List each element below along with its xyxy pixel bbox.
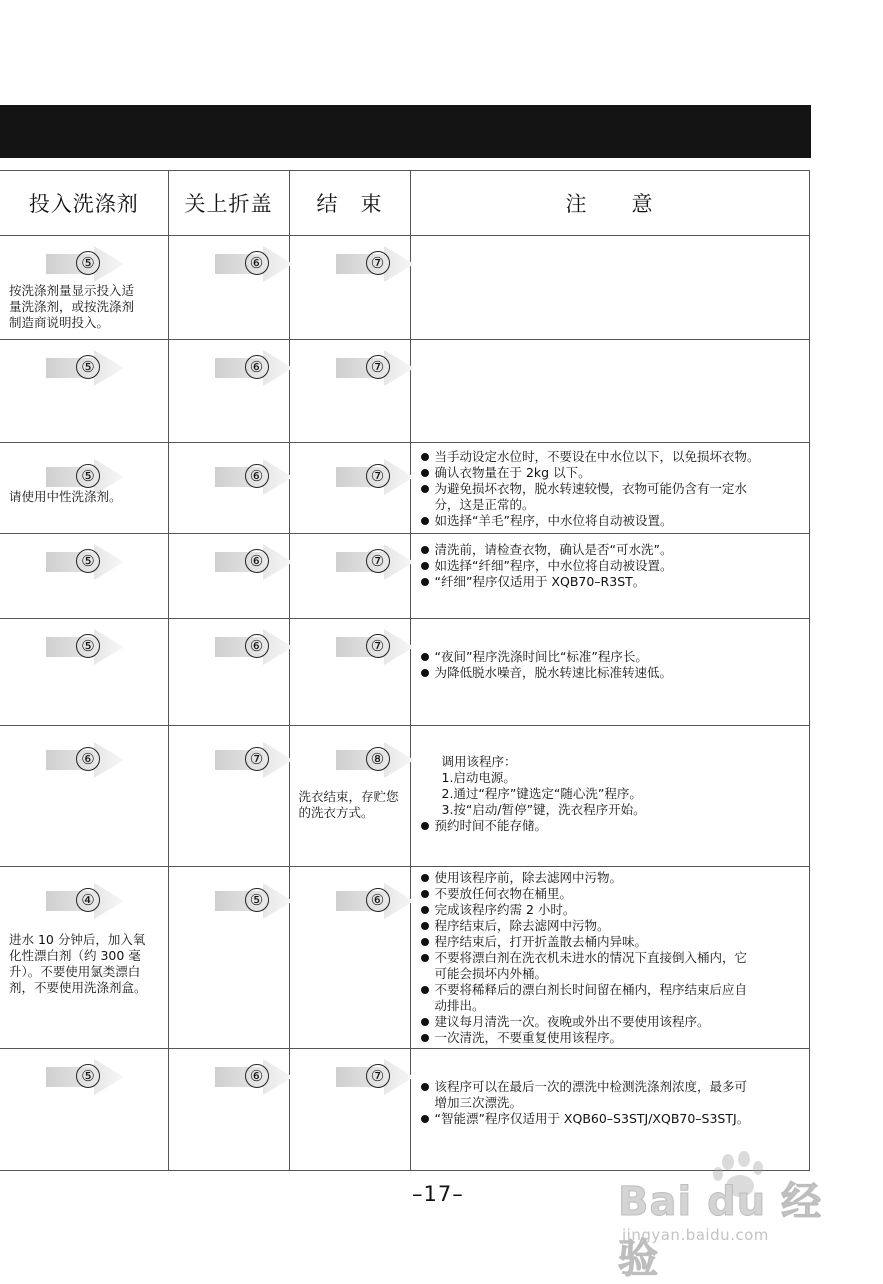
cell-finish xyxy=(289,1049,410,1171)
step-arrow xyxy=(46,246,126,282)
note-item: 确认衣物量在于 2kg 以下。 xyxy=(420,465,805,481)
step-arrow xyxy=(336,544,416,580)
step-number: ⑥ xyxy=(76,747,100,771)
wash-program-table xyxy=(0,170,810,1171)
cell-finish xyxy=(289,340,410,443)
step-number: ⑥ xyxy=(245,634,269,658)
program-row xyxy=(0,534,809,619)
cell-add-detergent xyxy=(0,619,168,726)
header-close-lid: 关上折盖 xyxy=(168,171,289,236)
step-arrow xyxy=(336,350,416,386)
note-item: 程序结束后，打开折盖散去桶内异味。 xyxy=(420,934,805,950)
step-number: ⑤ xyxy=(245,888,269,912)
cell-add-detergent xyxy=(0,1049,168,1171)
step-number: ⑥ xyxy=(245,1064,269,1088)
note-item: 当手动设定水位时，不要设在中水位以下，以免损坏衣物。 xyxy=(420,449,805,465)
note-item: 预约时间不能存储。 xyxy=(420,818,805,834)
note-item: 为避免损坏衣物，脱水转速较慢，衣物可能仍含有一定水 xyxy=(420,481,805,497)
cell-close-lid xyxy=(168,236,289,340)
note-item: 不要放任何衣物在桶里。 xyxy=(420,886,805,902)
step-number: ⑦ xyxy=(366,1064,390,1088)
note-item: 3.按“启动/暂停”键，洗衣程序开始。 xyxy=(441,802,646,817)
table-header-row xyxy=(0,171,809,236)
cell-notes xyxy=(410,867,809,1049)
program-row xyxy=(0,340,809,443)
text-line: 进水 10 分钟后，加入氧 xyxy=(9,932,146,947)
step-arrow xyxy=(336,459,416,495)
step-arrow xyxy=(46,350,126,386)
cell-close-lid xyxy=(168,867,289,1049)
detergent-instructions xyxy=(9,283,164,331)
cell-close-lid xyxy=(168,534,289,619)
program-row xyxy=(0,867,809,1049)
note-item: 建议每月清洗一次。夜晚或外出不要使用该程序。 xyxy=(420,1014,805,1030)
note-item: 2.通过“程序”键选定“随心洗”程序。 xyxy=(441,786,642,801)
step-arrow xyxy=(215,629,295,665)
step-arrow xyxy=(215,544,295,580)
step-arrow xyxy=(215,350,295,386)
step-arrow xyxy=(46,1059,126,1095)
step-arrow xyxy=(46,742,126,778)
step-arrow xyxy=(336,883,416,919)
cell-close-lid xyxy=(168,340,289,443)
step-number: ⑦ xyxy=(366,634,390,658)
step-arrow xyxy=(215,883,295,919)
cell-finish xyxy=(289,619,410,726)
step-arrow xyxy=(46,544,126,580)
note-item: “智能漂”程序仅适用于 XQB60–S3STJ/XQB70–S3STJ。 xyxy=(420,1111,805,1127)
note-item: 完成该程序约需 2 小时。 xyxy=(420,902,805,918)
step-number: ⑤ xyxy=(76,464,100,488)
note-item: 可能会损坏内外桶。 xyxy=(434,966,548,981)
step-arrow xyxy=(215,459,295,495)
cell-add-detergent xyxy=(0,534,168,619)
cell-add-detergent xyxy=(0,726,168,867)
notes-list xyxy=(420,542,805,590)
note-item: 为降低脱水噪音，脱水转速比标准转速低。 xyxy=(420,665,805,681)
step-number: ⑥ xyxy=(245,355,269,379)
note-item: 不要将稀释后的漂白剂长时间留在桶内，程序结束后应自 xyxy=(420,982,805,998)
cell-add-detergent xyxy=(0,443,168,534)
step-number: ⑦ xyxy=(366,251,390,275)
step-number: ⑥ xyxy=(245,251,269,275)
cell-notes xyxy=(410,236,809,340)
cell-finish xyxy=(289,726,410,867)
text-line: 按洗涤剂量显示投入适 xyxy=(9,283,135,298)
cell-add-detergent xyxy=(0,867,168,1049)
program-row xyxy=(0,726,809,867)
step-arrow xyxy=(215,1059,295,1095)
cell-notes xyxy=(410,443,809,534)
step-arrow xyxy=(336,629,416,665)
note-item: 增加三次漂洗。 xyxy=(434,1095,523,1110)
cell-add-detergent xyxy=(0,236,168,340)
note-item: “夜间”程序洗涤时间比“标准”程序长。 xyxy=(420,649,805,665)
step-arrow xyxy=(46,883,126,919)
step-number: ⑥ xyxy=(245,549,269,573)
step-number: ⑦ xyxy=(366,355,390,379)
cell-close-lid xyxy=(168,1049,289,1171)
notes-list xyxy=(420,649,805,681)
text-line: 制造商说明投入。 xyxy=(9,315,110,330)
step-number: ⑤ xyxy=(76,355,100,379)
step-arrow xyxy=(336,742,416,778)
text-line: 洗衣结束，存贮您 xyxy=(298,789,399,804)
note-item: 该程序可以在最后一次的漂洗中检测洗涤剂浓度，最多可 xyxy=(420,1079,805,1095)
finish-instructions xyxy=(299,789,406,821)
section-header-bar xyxy=(0,105,811,158)
header-add-detergent: 投入洗涤剂 xyxy=(0,171,168,236)
note-item: 一次清洗，不要重复使用该程序。 xyxy=(420,1030,805,1046)
text-line: 剂，不要使用洗涤剂盒。 xyxy=(9,980,147,995)
program-row xyxy=(0,236,809,340)
notes-list xyxy=(420,1079,805,1127)
step-number: ⑤ xyxy=(76,634,100,658)
cell-notes xyxy=(410,340,809,443)
step-number: ⑤ xyxy=(76,549,100,573)
cell-notes xyxy=(410,619,809,726)
step-number: ⑥ xyxy=(245,464,269,488)
text-line: 请使用中性洗涤剂。 xyxy=(9,489,122,504)
baidu-jingyan-watermark xyxy=(618,1150,848,1282)
page-number: –17– xyxy=(412,1182,464,1206)
step-arrow xyxy=(336,1059,416,1095)
step-arrow xyxy=(46,629,126,665)
step-number: ⑦ xyxy=(366,549,390,573)
step-arrow xyxy=(336,246,416,282)
notes-list xyxy=(420,754,805,834)
notes-list xyxy=(420,449,805,529)
text-line: 升）。不要使用氯类漂白 xyxy=(9,964,141,979)
note-item: 调用该程序： xyxy=(441,754,517,769)
cell-notes xyxy=(410,534,809,619)
text-line: 量洗涤剂，或按洗涤剂 xyxy=(9,299,135,314)
text-line: 的洗衣方式。 xyxy=(298,805,374,820)
detergent-instructions xyxy=(9,932,164,996)
step-number: ⑧ xyxy=(366,747,390,771)
cell-close-lid xyxy=(168,726,289,867)
program-row xyxy=(0,619,809,726)
step-number: ⑦ xyxy=(366,464,390,488)
step-number: ⑤ xyxy=(76,1064,100,1088)
step-number: ⑦ xyxy=(245,747,269,771)
note-item: “纤细”程序仅适用于 XQB70–R3ST。 xyxy=(420,574,805,590)
note-item: 如选择“羊毛”程序，中水位将自动被设置。 xyxy=(420,513,805,529)
note-item: 分，这是正常的。 xyxy=(434,497,535,512)
note-item: 如选择“纤细”程序，中水位将自动被设置。 xyxy=(420,558,805,574)
step-arrow xyxy=(215,742,295,778)
cell-finish xyxy=(289,534,410,619)
cell-finish xyxy=(289,443,410,534)
step-number: ④ xyxy=(76,888,100,912)
cell-finish xyxy=(289,236,410,340)
cell-close-lid xyxy=(168,619,289,726)
cell-add-detergent xyxy=(0,340,168,443)
watermark-brand: Bai du 经验 xyxy=(618,1179,823,1282)
cell-notes xyxy=(410,726,809,867)
step-number: ⑥ xyxy=(366,888,390,912)
step-number: ⑤ xyxy=(76,251,100,275)
notes-list xyxy=(420,870,805,1046)
text-line: 化性漂白剂（约 300 毫 xyxy=(9,948,141,963)
note-item: 不要将漂白剂在洗衣机未进水的情况下直接倒入桶内，它 xyxy=(420,950,805,966)
note-item: 程序结束后，除去滤网中污物。 xyxy=(420,918,805,934)
step-arrow xyxy=(215,246,295,282)
detergent-instructions xyxy=(9,489,164,505)
note-item: 1.启动电源。 xyxy=(441,770,516,785)
program-row xyxy=(0,443,809,534)
note-item: 使用该程序前，除去滤网中污物。 xyxy=(420,870,805,886)
note-item: 清洗前，请检查衣物，确认是否“可水洗”。 xyxy=(420,542,805,558)
cell-finish xyxy=(289,867,410,1049)
note-item: 动排出。 xyxy=(434,998,485,1013)
cell-close-lid xyxy=(168,443,289,534)
header-notes: 注 意 xyxy=(410,171,809,236)
header-finish: 结 束 xyxy=(289,171,410,236)
watermark-url: jingyan.baidu.com xyxy=(622,1226,769,1244)
